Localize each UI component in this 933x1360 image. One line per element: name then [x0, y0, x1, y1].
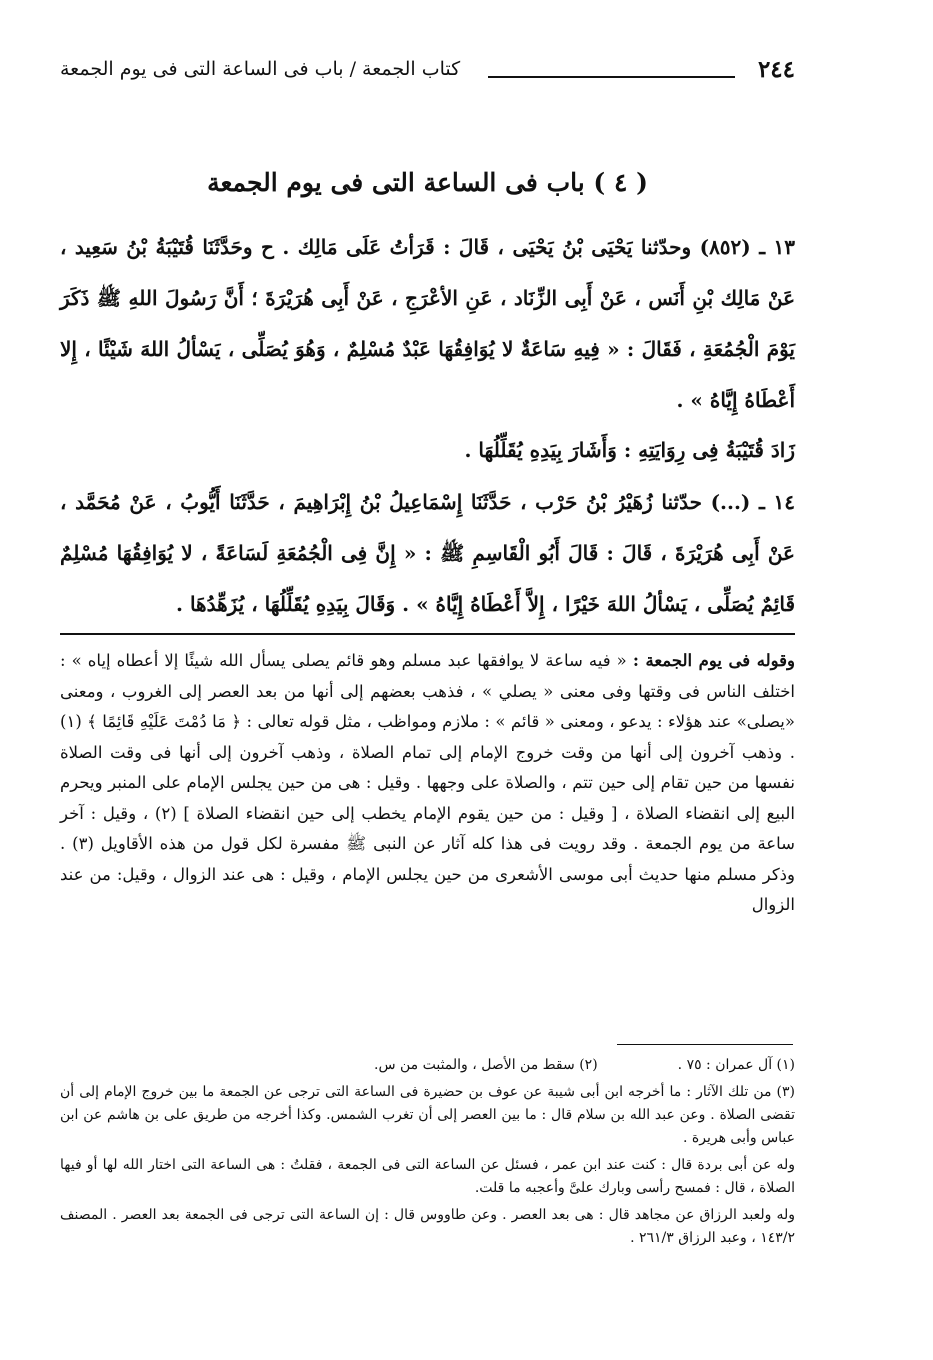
commentary-lead: وقوله فى يوم الجمعة : [632, 651, 795, 670]
hadith-14: ١٤ ـ (...) حدّثنا زُهَيْرُ بْنُ حَرْب ، حَدَّثَنَا إِسْمَاعِيلُ بْنُ إِبْرَاهِيمَ ، حَدَّثَنَا أَيُّوبُ ، عَنْ مُحَمَّد ، عَنْ أَبِى هُرَيْرَةَ ، قَالَ : قَالَ أَبُو الْقَاسِمِ ﷺ : « إِنَّ فِى الْجُمُعَةِ لَسَاعَةً ، لا يُوَافِقُهَا مُسْلِمٌ قَائِمٌ يُصَلِّى ، يَسْألُ اللهَ خَيْرًا ، إِلاَّ أَعْطَاهُ إِيَّاهُ » . وَقَالَ بِيَدِهِ يُقَلِّلُهَا ، يُزَهِّدُهَا . [60, 490, 795, 616]
commentary-text: « فيه ساعة لا يوافقها عبد مسلم وهو قائم يصلى يسأل الله شيئًا إلا أعطاه إياه » : اختلف الناس فى وقتها وفى معنى « يصلي » ، فذهب بعضهم إلى أنها من بعد العصر إلى الغروب ، ومعنى «يصلى» عند هؤلاء : يدعو ، ومعنى « قائم » : ملازم ومواظب ، مثل قوله تعالى : ﴿ مَا دُمْتَ عَلَيْهِ قَائِمًا ﴾ (١) . وذهب آخرون إلى أنها من وقت خروج الإمام إلى تمام الصلاة ، وذهب آخرون إلى أنها فى وقت الصلاة نفسها من حين تقام إلى حين تتم ، والصلاة على وجهها . وقيل : هى من حين يجلس الإمام على المنبر ويحرم البيع إلى انقضاء الصلاة ، [ وقيل : من حين يقوم الإمام يخطب إلى حين انقضاء الصلاة ] (٢) ، وقيل : آخر ساعة من يوم الجمعة . وقد رويت فى هذا كله آثار عن النبى ﷺ مفسرة لكل قول من هذه الأقاويل (٣) . وذكر مسلم منها حديث أبى موسى الأشعرى من حين يجلس الإمام ، وقيل : هى عند الزوال ، وقيل: من عند الزوال [60, 651, 795, 914]
page-number: ٢٤٤ [757, 56, 795, 83]
footnote-row [60, 1054, 795, 1077]
footnote-3-end: وله ولعبد الرزاق عن مجاهد قال : هى بعد العصر . وعن طاووس قال : إن الساعة التى ترجى فى الجمعة بعد العصر . المصنف ١٤٣/٢ ، وعبد الرزاق ٢٦١/٣ . [60, 1207, 795, 1246]
running-title: كتاب الجمعة / باب فى الساعة التى فى يوم الجمعة [60, 58, 461, 80]
chapter-title: ( ٤ ) باب فى الساعة التى فى يوم الجمعة [207, 168, 648, 197]
footnote-2: (٢) سقط من الأصل ، والمثبت من س. [374, 1057, 598, 1073]
running-header [60, 56, 795, 96]
hadith-13: ١٣ ـ (٨٥٢) وحدّثنا يَحْيَى بْنُ يَحْيَى ، قَالَ : قَرَأتُ عَلَى مَالِك . ح وحَدَّثَنَا قُتَيْبَةُ بْنُ سَعِيد ، عَنْ مَالِك بْنِ أَنَس ، عَنْ أَبِى الزِّنَاد ، عَنِ الأعْرَجِ ، عَنْ أَبِى هُرَيْرَةَ ؛ أَنَّ رَسُولَ اللهِ ﷺ ذَكَرَ يَوْمَ الْجُمُعَةِ ، فَقَالَ : « فِيهِ سَاعَةٌ لا يُوَافِقُهَا عَبْدٌ مُسْلِمٌ ، وَهُوَ يُصَلِّى ، يَسْألُ اللهَ شَيْئًا ، إِلا أَعْطَاهُ إِيَّاهُ » . [60, 235, 795, 412]
footnote-divider [617, 1044, 793, 1045]
commentary [60, 646, 795, 921]
hadith-addition: زَادَ قُتَيْبَةُ فِى رِوَايَتِهِ : وَأَشَارَ بِيَدِهِ يُقَلِّلُهَا . [464, 438, 795, 462]
footnote-1: (١) آل عمران : ٧٥ . [677, 1057, 795, 1073]
footnote-3: (٣) من تلك الآثار : ما أخرجه ابن أبى شيبة عن عوف بن حضيرة فى الساعة التى ترجى عن الجمعة ما بين خروج الإمام إلى أن تقضى الصلاة . وعن عبد الله بن سلام قال : ما بين العصر إلى أن تغرب الشمس. وكذا أخرجه من طريق على بن هاشم عن ابن عباس وأبى هريرة . [60, 1084, 795, 1146]
footnotes [60, 1054, 795, 1250]
commentary-divider [60, 633, 795, 635]
footnote-3-continued: وله عن أبى بردة قال : كنت عند ابن عمر ، فسئل عن الساعة التى فى الجمعة ، فقلتُ : هى الساعة التى اختار الله لها أو فيها الصلاة ، قال : فمسح رأسى وبارك علىَّ وأعجبه ما قلت. [60, 1157, 795, 1196]
header-rule [488, 76, 735, 78]
